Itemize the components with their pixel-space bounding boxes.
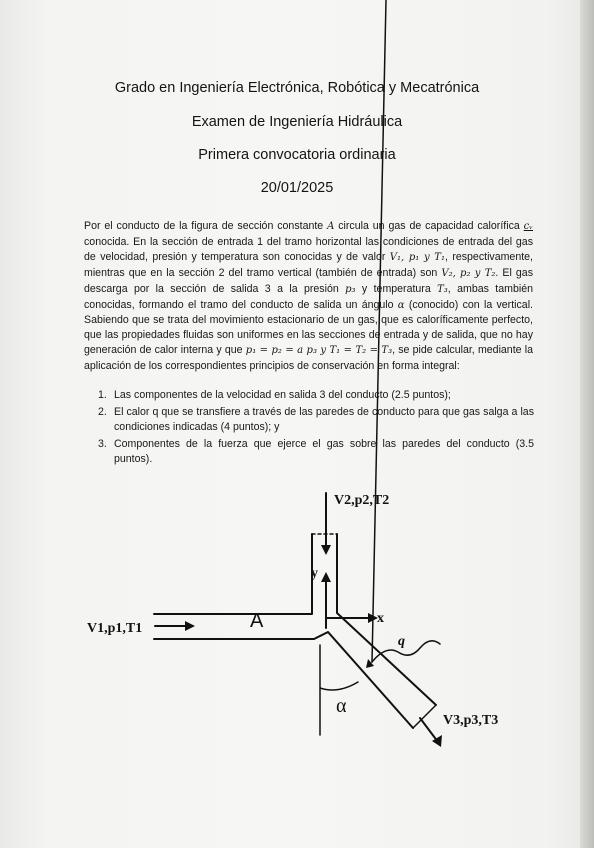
statement-text: circula un gas de capacidad calorífica [334,220,524,232]
inlet2-arrowhead [321,545,331,555]
y-axis-arrowhead [321,572,331,582]
symbol-inlet2: V₂, p₂ y T₂ [441,267,496,279]
item-text: Las componentes de la velocidad en salida 3 del conducto (2.5 puntos); [114,389,451,401]
area-label: A [250,610,264,632]
heat-wave [372,641,440,662]
x-axis-label: x [377,611,384,626]
exam-date: 20/01/2025 [260,180,334,196]
angle-label: α [336,695,347,717]
statement-text: y temperatura [355,282,438,295]
item-text: El calor q que se transfiere a través de las paredes de conducto para que gas salga a las condiciones indicadas (4 puntos); y [114,405,534,433]
angle-arc [320,682,358,690]
call-title: Primera convocatoria ordinaria [198,147,396,163]
item-number: 3. [98,437,107,450]
symbol-area: A [327,221,335,232]
statement-text: . El gas descarga por la sección de salida 3 a la presión [84,266,533,295]
item-number: 2. [98,405,107,418]
exam-title: Examen de Ingeniería Hidráulica [191,114,403,130]
item-text: Componentes de la fuerza que ejerce el gas sobre las paredes del conducto (3.5 puntos). [114,437,534,465]
inlet1-arrowhead [185,621,195,631]
statement-text: conocida. En la sección de entrada 1 del tramo horizontal las condiciones de entrada del gas de velocidad, presión y temperatura son conocidas y de valor [84,235,533,263]
inlet1-label: V1,p1,T1 [87,621,143,636]
statement-text: Por el conducto de la figura de sección constante [84,220,328,232]
outlet-arrow [420,718,438,742]
symbol-inlet1: V₁, p₁ y T₁ [389,251,445,263]
statement-text: (conocido) con la vertical. Sabiendo que se trata del movimiento estacionario de un gas, que es caloríficamente perfecto, que las propiedades fluidas son uniformes en las secciones de entrada y de salida, que no hay generación de calor interna y que [84,298,533,357]
statement-text: , ambas también conocidas, formando el tramo del conducto de salida un ángulo [84,282,533,311]
symbol-T3: T₃ [437,283,448,295]
inlet2-label: V2,p2,T2 [334,493,390,508]
heat-label: q [398,634,405,649]
symbol-equation: p₁ = p₂ = a p₃ y T₁ = T₂ = T₃ [245,345,393,357]
heat-arrow [372,0,386,662]
degree-title: Grado en Ingeniería Electrónica, Robótica y Mecatrónica [114,80,480,96]
symbol-alpha: α [397,299,405,311]
outlet3-label: V3,p3,T3 [443,713,499,728]
symbol-cv: cᵥ [523,221,533,232]
statement-text: , se pide calcular, mediante la aplicación de los correspondientes principios de conservación en forma integral: [84,344,533,373]
symbol-p3: p₃ [345,283,356,295]
duct-upper-wall [154,534,436,705]
item-number: 1. [98,389,107,401]
statement-text: , respectivamente, mientras que en la sección 2 del tramo vertical (también de entrada) son [84,250,533,279]
y-axis-label: y [311,566,318,581]
